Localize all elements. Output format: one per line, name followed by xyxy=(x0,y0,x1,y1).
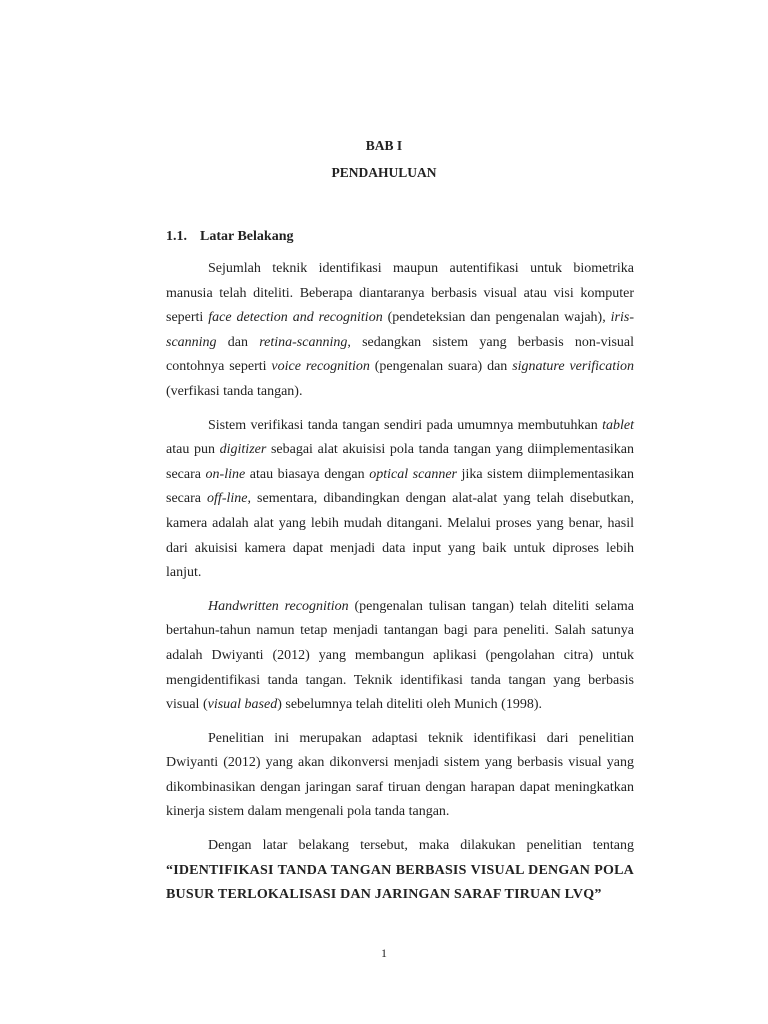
section-title: Latar Belakang xyxy=(200,229,294,244)
text-run: dan xyxy=(216,334,260,350)
italic-term: iris-scanning xyxy=(166,310,634,350)
italic-term: retina-scanning xyxy=(259,334,348,350)
page-number: 1 xyxy=(381,946,387,960)
italic-term: tablet xyxy=(602,417,634,433)
chapter-title: PENDAHULUAN xyxy=(331,165,437,180)
body-text xyxy=(166,257,634,908)
text-run: Sejumlah teknik identifikasi maupun autentifikasi untuk biometrika manusia telah diteliti. Beberapa diantaranya berbasis visual atau visi komputer seperti xyxy=(166,261,634,326)
italic-term: face detection and recognition xyxy=(208,310,383,326)
italic-term: Handwritten recognition xyxy=(208,598,349,614)
italic-term: visual based xyxy=(207,697,278,713)
italic-term: signature verification xyxy=(512,359,634,375)
research-title: “IDENTIFIKASI TANDA TANGAN BERBASIS VISUAL DENGAN POLA BUSUR TERLOKALISASI DAN JARINGAN SARAF TIRUAN LVQ” xyxy=(166,862,634,903)
italic-term: off-line xyxy=(207,491,248,507)
text-run: sebagai alat akuisisi pola tanda tangan yang diimplementasikan secara xyxy=(166,442,634,482)
chapter-label: BAB I xyxy=(365,138,403,153)
text-run: jika sistem diimplementasikan secara xyxy=(166,466,634,507)
text-run: Sistem verifikasi tanda tangan sendiri pada umumnya membutuhkan xyxy=(208,417,603,433)
italic-term: digitizer xyxy=(219,442,267,458)
text-run: atau biasaya dengan xyxy=(245,466,370,482)
text-run: (pengenalan tulisan tangan) telah diteliti selama bertahun-tahun namun tetap menjadi tantangan bagi para peneliti. Salah satunya adalah Dwiyanti (2012) yang membangun aplikasi (pengolahan citra) untuk mengidentifikasi tanda tangan. Teknik identifikasi tanda tangan yang berbasis visual ( xyxy=(166,598,634,713)
paragraph xyxy=(166,595,634,718)
paragraph xyxy=(166,257,634,405)
italic-term: voice recognition xyxy=(271,359,370,375)
italic-term: on-line xyxy=(205,466,246,482)
text-run: , sedangkan sistem yang berbasis non-visual contohnya seperti xyxy=(166,334,635,375)
text-run: Dengan latar belakang tersebut, maka dilakukan penelitian tentang xyxy=(208,838,634,854)
paragraph xyxy=(166,834,634,908)
text-run: Penelitian ini merupakan adaptasi teknik identifikasi dari penelitian Dwiyanti (2012) yang akan dikonversi menjadi sistem yang berbasis visual yang dikombinasikan dengan jaringan saraf tiruan dengan harapan dapat meningkatkan kinerja sistem dalam mengenali pola tanda tangan. xyxy=(166,730,634,820)
italic-term: optical scanner xyxy=(369,466,457,482)
text-run: (pengenalan suara) dan xyxy=(369,359,513,375)
paragraph xyxy=(166,414,634,586)
text-run: (pendeteksian dan pengenalan wajah), xyxy=(382,310,611,326)
section-heading xyxy=(166,229,293,245)
text-run: , sementara, dibandingkan dengan alat-alat yang telah disebutkan, kamera adalah alat yang lebih mudah ditangani. Melalui proses yang benar, hasil dari akuisisi kamera dapat menjadi data input yang baik untuk diproses lebih lanjut. xyxy=(166,491,634,581)
text-run: atau pun xyxy=(166,442,220,458)
section-number: 1.1. xyxy=(166,229,187,244)
text-run: (verfikasi tanda tangan). xyxy=(166,383,303,399)
text-run: ) sebelumnya telah diteliti oleh Munich (1998). xyxy=(277,697,542,713)
paragraph xyxy=(166,727,634,825)
